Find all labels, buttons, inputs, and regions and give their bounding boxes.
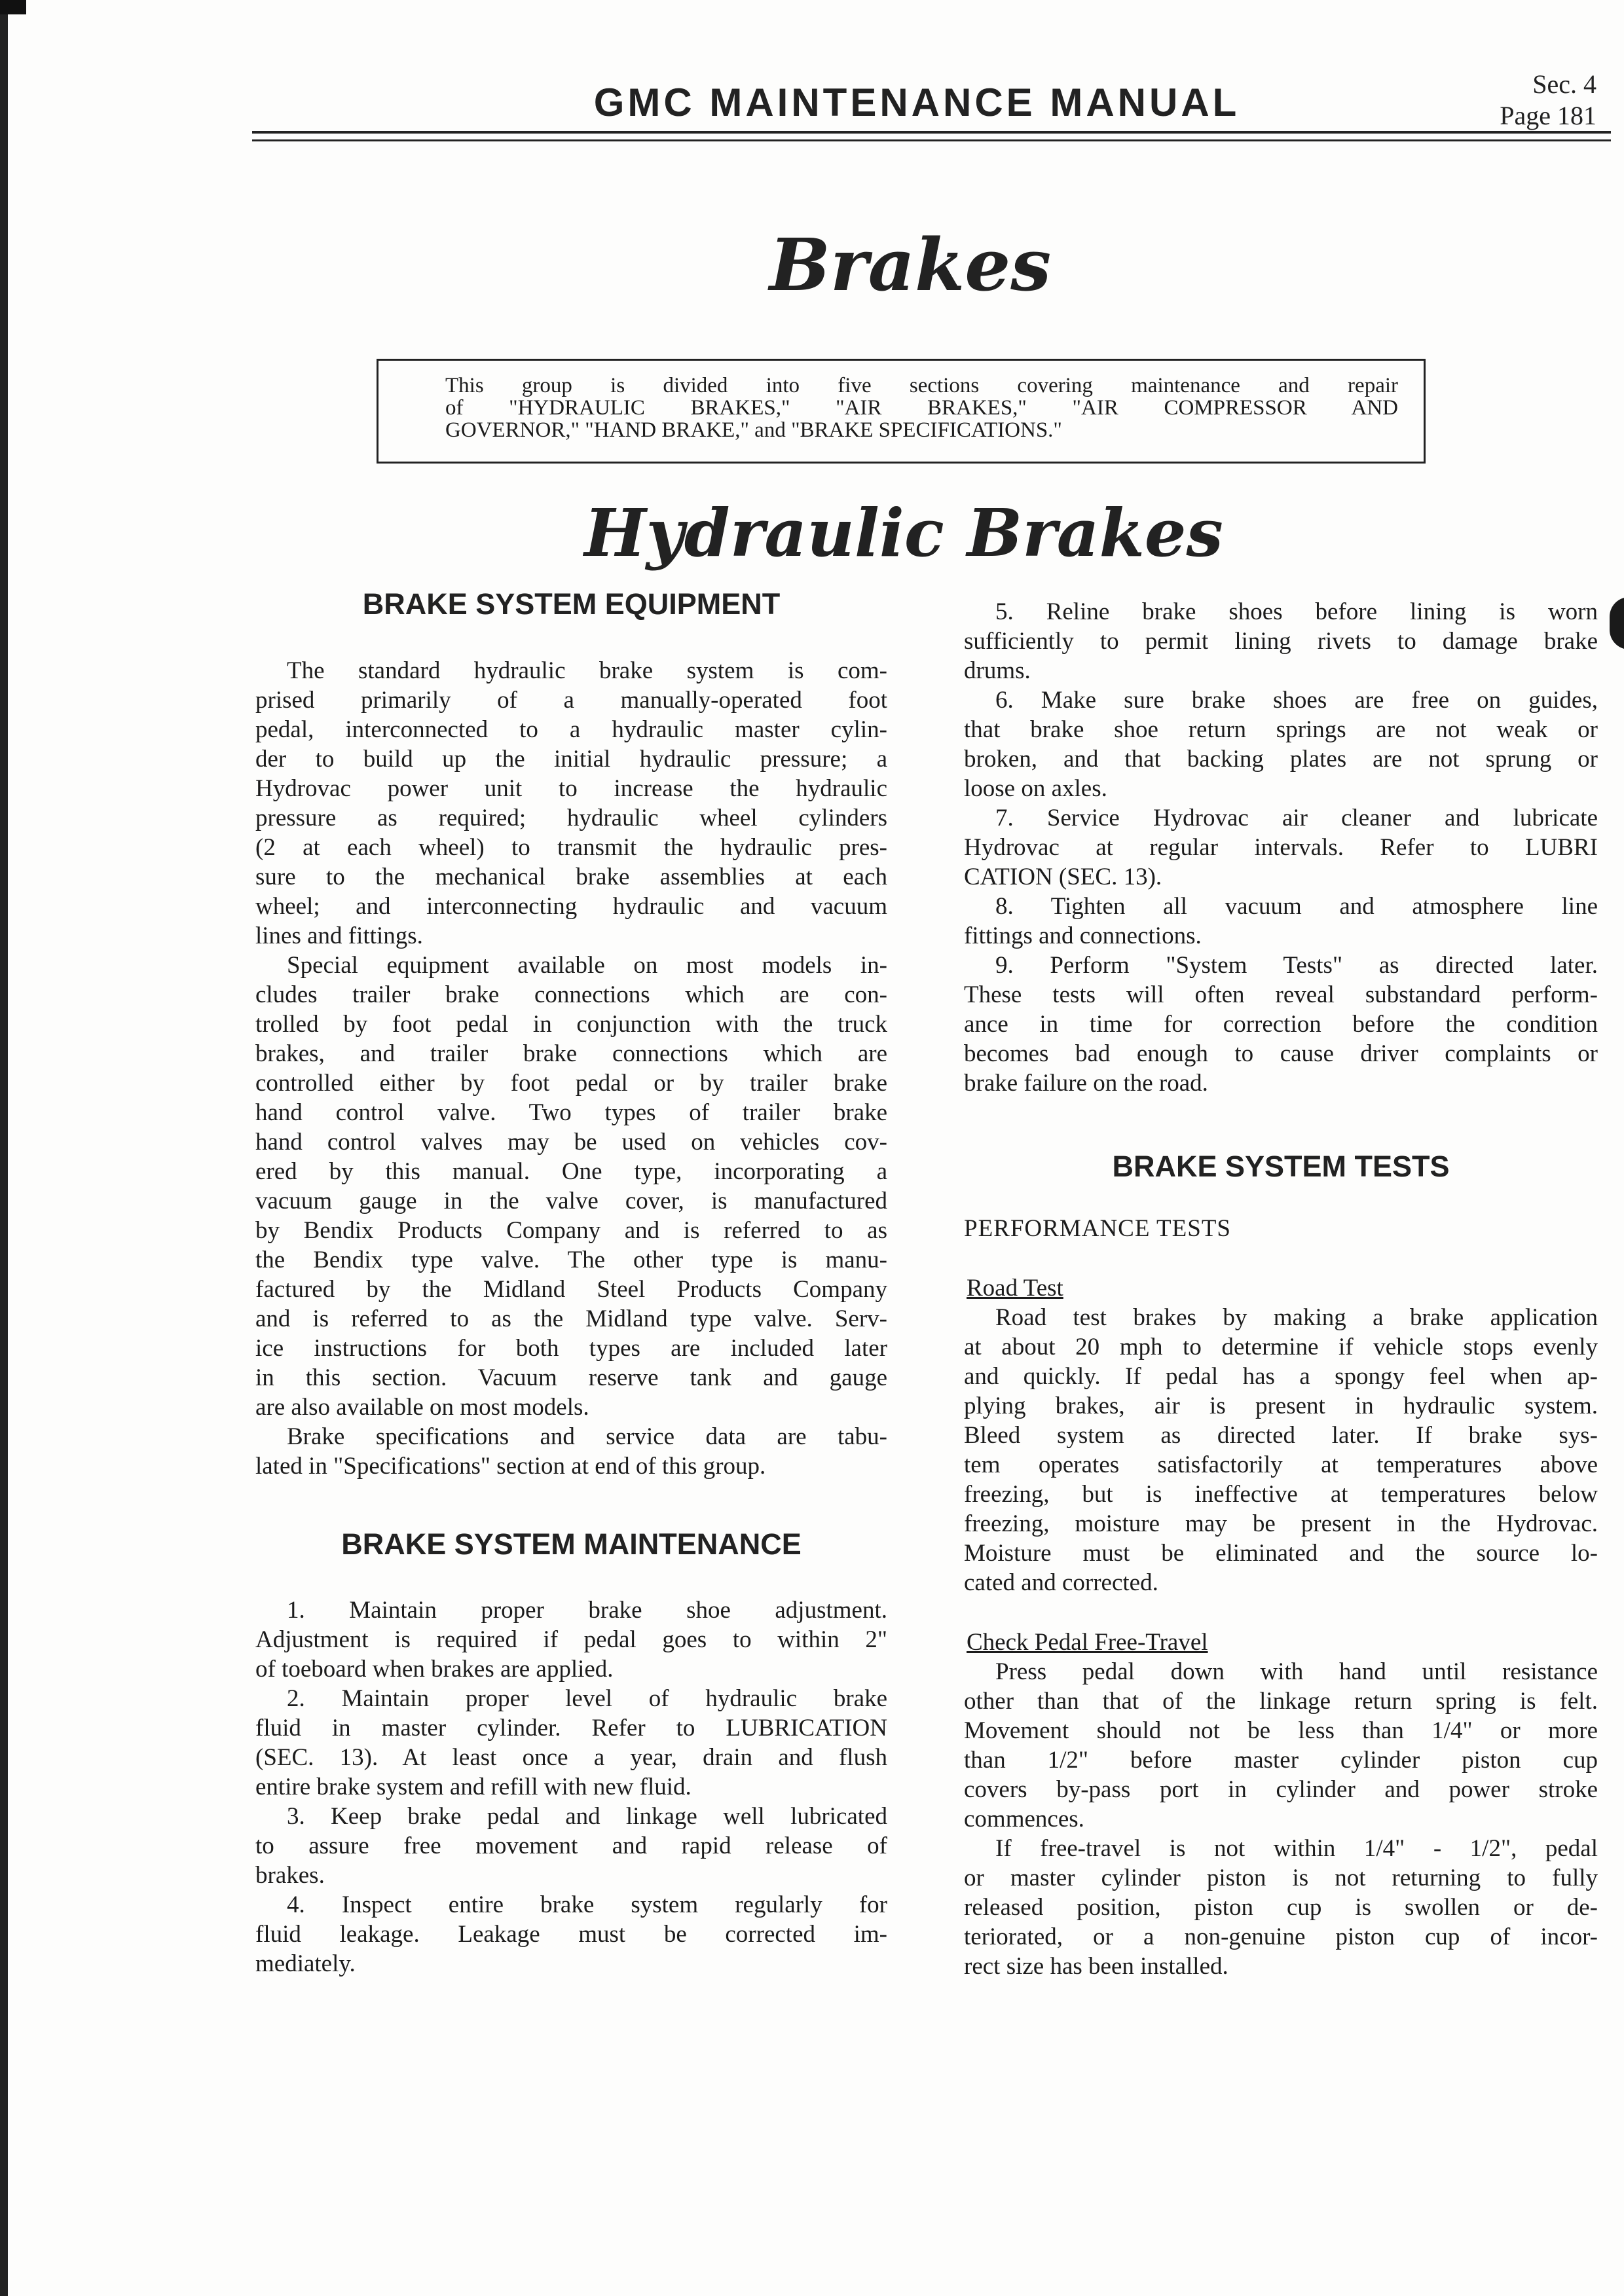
text-line: brake failure on the road. (964, 1070, 1208, 1097)
page-reference (1500, 69, 1596, 132)
text-line: other than that of the linkage return spring is felt. (964, 1688, 1598, 1715)
text-line: ice instructions for both types are included later (255, 1335, 887, 1362)
text-line: lines and fittings. (255, 922, 423, 949)
text-line: drums. (964, 657, 1031, 684)
text-line: (SEC. 13). At least once a year, drain and flush (255, 1744, 887, 1771)
check-pedal-section (964, 1628, 1598, 1981)
text-line: 8. Tighten all vacuum and atmosphere line (995, 893, 1598, 920)
text-line: 2. Maintain proper level of hydraulic brake (287, 1685, 887, 1712)
text-line: to assure free movement and rapid release of (255, 1832, 887, 1859)
text-line: cludes trailer brake connections which are con- (255, 981, 887, 1008)
road-test-text (964, 1303, 1598, 1597)
text-line: sufficiently to permit lining rivets to damage brake (964, 628, 1598, 655)
text-line: entire brake system and refill with new fluid. (255, 1774, 692, 1800)
paragraph (255, 951, 887, 1422)
page-number: Page 181 (1500, 101, 1596, 130)
text-line: 4. Inspect entire brake system regularly for (287, 1891, 887, 1918)
paragraph (964, 597, 1598, 685)
text-line: or master cylinder piston is not returning to fully (964, 1865, 1598, 1891)
text-line: factured by the Midland Steel Products Company (255, 1276, 887, 1303)
text-line: Movement should not be less than 1/4" or more (964, 1717, 1598, 1744)
text-line: Adjustment is required if pedal goes to within 2" (255, 1626, 887, 1653)
text-line: are also available on most models. (255, 1394, 589, 1421)
heading-performance-tests: PERFORMANCE TESTS (964, 1215, 1231, 1242)
text-line: broken, and that backing plates are not sprung or (964, 746, 1598, 773)
intro-text (445, 374, 1398, 441)
text-line: CATION (SEC. 13). (964, 864, 1162, 890)
text-line: 7. Service Hydrovac air cleaner and lubricate (995, 805, 1598, 831)
road-test-label: Road Test (967, 1275, 1063, 1302)
text-line: Press pedal down with hand until resistance (995, 1658, 1598, 1685)
text-line: commences. (964, 1806, 1084, 1832)
text-line: teriorated, or a non-genuine piston cup of incor- (964, 1923, 1598, 1950)
text-line: of toeboard when brakes are applied. (255, 1656, 614, 1683)
text-line: ance in time for correction before the condition (964, 1011, 1598, 1038)
text-line: (2 at each wheel) to transmit the hydraulic pres- (255, 834, 887, 861)
text-line: freezing, but is ineffective at temperatures below (964, 1481, 1598, 1508)
paragraph (255, 1595, 887, 1684)
text-line: at about 20 mph to determine if vehicle stops evenly (964, 1334, 1598, 1360)
paragraph (255, 1802, 887, 1890)
text-line: tem operates satisfactorily at temperatures above (964, 1451, 1598, 1478)
text-line: than 1/2" before master cylinder piston cup (964, 1747, 1598, 1774)
text-line: the Bendix type valve. The other type is manu- (255, 1247, 887, 1273)
paragraph (964, 1834, 1598, 1981)
paragraph (964, 1657, 1598, 1834)
section-number: Sec. 4 (1532, 69, 1596, 99)
text-line: Bleed system as directed later. If brake sys- (964, 1422, 1598, 1449)
text-line: Hydrovac at regular intervals. Refer to LUBRI (964, 834, 1598, 861)
maintenance-list-right (964, 597, 1598, 1098)
scan-edge (0, 0, 8, 2296)
check-pedal-label: Check Pedal Free-Travel (967, 1629, 1208, 1656)
text-line: fluid in master cylinder. Refer to LUBRICATION (255, 1715, 887, 1741)
text-line: fittings and connections. (964, 922, 1202, 949)
text-line: vacuum gauge in the valve cover, is manufactured (255, 1188, 887, 1214)
paragraph (964, 951, 1598, 1098)
paragraph (255, 1684, 887, 1802)
paragraph (255, 656, 887, 951)
scan-corner (0, 0, 26, 14)
section-thumb-tab (1610, 597, 1624, 649)
text-line: 1. Maintain proper brake shoe adjustment. (287, 1597, 887, 1624)
text-line: of "HYDRAULIC BRAKES," "AIR BRAKES," "AIR COMPRESSOR AND (445, 396, 1398, 420)
equipment-text (255, 656, 887, 1481)
text-line: fluid leakage. Leakage must be corrected im- (255, 1921, 887, 1948)
text-line: mediately. (255, 1950, 356, 1977)
text-line: and is referred to as the Midland type valve. Serv- (255, 1305, 887, 1332)
paragraph (964, 803, 1598, 892)
text-line: that brake shoe return springs are not weak or (964, 716, 1598, 743)
text-line: The standard hydraulic brake system is com- (287, 657, 887, 684)
text-line: Brake specifications and service data are tabu- (287, 1423, 887, 1450)
text-line: controlled either by foot pedal or by trailer brake (255, 1070, 887, 1097)
text-line: If free-travel is not within 1/4" - 1/2", pedal (995, 1835, 1598, 1862)
road-test-section (964, 1273, 1598, 1597)
text-line: lated in "Specifications" section at end of this group. (255, 1453, 766, 1480)
text-line: released position, piston cup is swollen or de- (964, 1894, 1598, 1921)
text-line: These tests will often reveal substandard perform- (964, 981, 1598, 1008)
heading-brake-system-tests: BRAKE SYSTEM TESTS (1112, 1150, 1450, 1183)
text-line: 3. Keep brake pedal and linkage well lubricated (287, 1803, 887, 1830)
text-line: becomes bad enough to cause driver complaints or (964, 1040, 1598, 1067)
text-line: ered by this manual. One type, incorporating a (255, 1158, 887, 1185)
text-line: Road test brakes by making a brake application (995, 1304, 1598, 1331)
text-line: This group is divided into five sections covering maintenance and repair (445, 374, 1398, 397)
check-pedal-text (964, 1657, 1598, 1981)
chapter-title: Brakes (769, 223, 1052, 307)
paragraph (255, 1422, 887, 1481)
text-line: plying brakes, air is present in hydraulic system. (964, 1393, 1598, 1419)
text-line: 6. Make sure brake shoes are free on guides, (995, 687, 1598, 714)
heading-brake-system-equipment: BRAKE SYSTEM EQUIPMENT (362, 587, 781, 621)
text-line: in this section. Vacuum reserve tank and gauge (255, 1364, 887, 1391)
text-line: Moisture must be eliminated and the source lo- (964, 1540, 1598, 1567)
text-line: Special equipment available on most models in- (287, 952, 887, 979)
text-line: cated and corrected. (964, 1569, 1158, 1596)
text-line: der to build up the initial hydraulic pressure; a (255, 746, 887, 773)
header-double-rule (252, 131, 1611, 141)
text-line: wheel; and interconnecting hydraulic and vacuum (255, 893, 887, 920)
maintenance-list-left (255, 1595, 887, 1978)
text-line: sure to the mechanical brake assemblies at each (255, 864, 887, 890)
paragraph (964, 685, 1598, 803)
text-line: rect size has been installed. (964, 1953, 1228, 1980)
text-line: 5. Reline brake shoes before lining is worn (995, 598, 1598, 625)
text-line: Hydrovac power unit to increase the hydraulic (255, 775, 887, 802)
text-line: hand control valves may be used on vehicles cov- (255, 1129, 887, 1156)
text-line: hand control valve. Two types of trailer brake (255, 1099, 887, 1126)
text-line: and quickly. If pedal has a spongy feel when ap- (964, 1363, 1598, 1390)
text-line: 9. Perform "System Tests" as directed later. (995, 952, 1598, 979)
text-line: trolled by foot pedal in conjunction with the truck (255, 1011, 887, 1038)
text-line: by Bendix Products Company and is referred to as (255, 1217, 887, 1244)
text-line: covers by-pass port in cylinder and power stroke (964, 1776, 1598, 1803)
text-line: loose on axles. (964, 775, 1107, 802)
manual-title: GMC MAINTENANCE MANUAL (593, 81, 1240, 124)
text-line: pressure as required; hydraulic wheel cylinders (255, 805, 887, 831)
text-line: brakes. (255, 1862, 325, 1889)
paragraph (964, 1303, 1598, 1597)
heading-brake-system-maintenance: BRAKE SYSTEM MAINTENANCE (341, 1527, 802, 1561)
text-line: freezing, moisture may be present in the Hydrovac. (964, 1510, 1598, 1537)
text-line: prised primarily of a manually-operated foot (255, 687, 887, 714)
paragraph (255, 1890, 887, 1978)
paragraph (964, 892, 1598, 951)
section-title: Hydraulic Brakes (584, 494, 1223, 572)
text-line: brakes, and trailer brake connections which are (255, 1040, 887, 1067)
text-line: pedal, interconnected to a hydraulic master cylin- (255, 716, 887, 743)
text-line: GOVERNOR," "HAND BRAKE," and "BRAKE SPECIFICATIONS." (445, 418, 1062, 442)
